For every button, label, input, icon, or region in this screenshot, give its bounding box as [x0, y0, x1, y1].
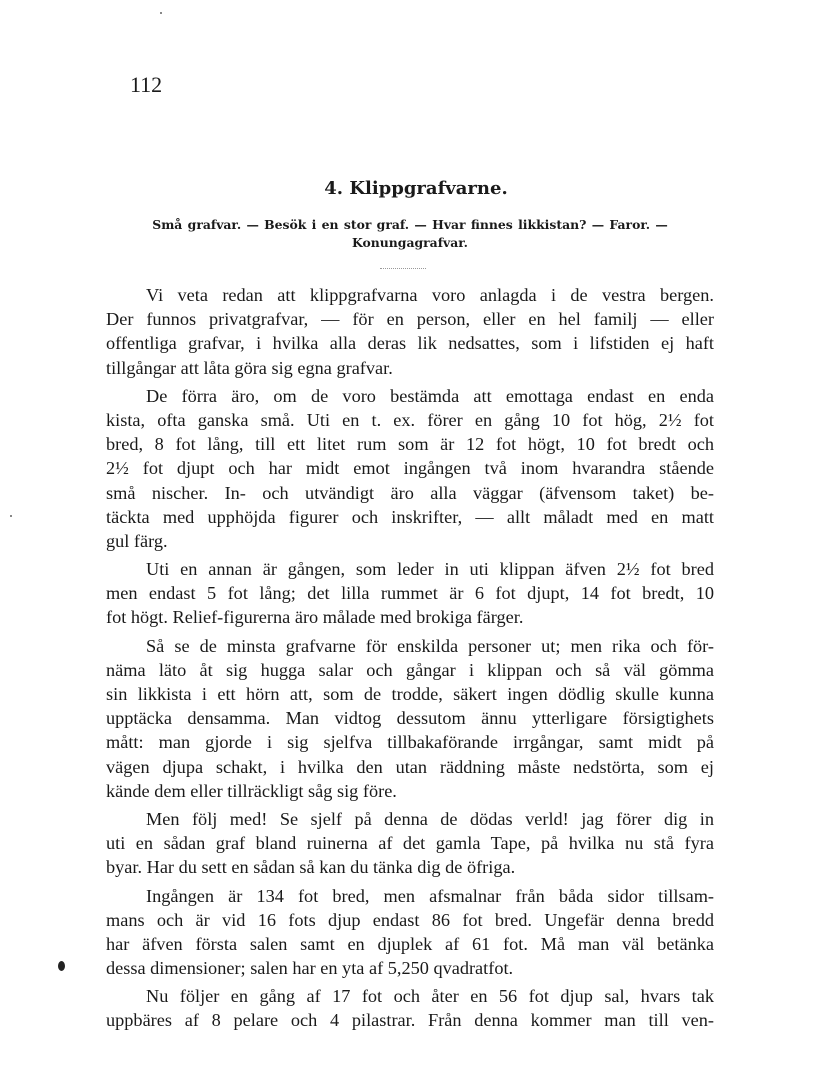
text-line: fot högt. Relief-figurerna äro målade med brokiga färger.: [106, 607, 524, 628]
text-line: mått: man gjorde i sig sjelfva tillbakaförande irrgångar, samt midt på: [106, 732, 714, 753]
text-line: täckta med upphöjda figurer och inskrifter, — allt måladt med en matt: [106, 506, 714, 527]
text-line: Så se de minsta grafvarne för enskilda personer ut; men rika och för-: [146, 635, 714, 656]
scan-speck: [10, 515, 12, 517]
text-line: tillgångar att låta göra sig egna grafvar.: [106, 357, 393, 378]
text-line: offentliga grafvar, i hvilka alla deras lik nedsattes, som i lifstiden ej haft: [106, 333, 714, 354]
margin-mark: [58, 961, 65, 971]
text-line: uppbäres af 8 pelare och 4 pilastrar. Från denna kommer man till ven-: [106, 1010, 714, 1031]
text-line: sin likkista i ett hörn att, som de trodde, säkert ingen dödlig skulle kunna: [106, 684, 714, 704]
chapter-summary: Små grafvar. — Besök i en stor graf. — Hvar finnes likkistan? — Faror. — Konungagrafvar.: [152, 217, 668, 250]
body-text: [106, 283, 714, 1033]
paragraph: [106, 557, 714, 630]
text-line: små nischer. In- och utvändigt äro alla väggar (äfvensom taket) be-: [106, 482, 714, 503]
text-line: kände dem eller tillräckligt såg sig före.: [106, 780, 397, 801]
section-rule: [380, 268, 426, 269]
text-line: upptäcka densamma. Man vidtog dessutom ännu ytterligare försigtighets: [106, 708, 714, 729]
paragraph: [106, 807, 714, 880]
text-line: mans och är vid 16 fots djup endast 86 fot bred. Ungefär denna bredd: [106, 909, 714, 930]
text-line: dessa dimensioner; salen har en yta af 5,250 qvadratfot.: [106, 958, 514, 979]
text-line: Vi veta redan att klippgrafvarna voro anlagda i de vestra bergen.: [146, 285, 714, 305]
text-line: 2½ fot djupt och har midt emot ingången två inom hvarandra stående: [106, 458, 714, 479]
paragraph: [106, 884, 714, 981]
text-line: Men följ med! Se sjelf på denna de dödas verld! jag förer dig in: [146, 808, 714, 829]
text-line: näma läto åt sig hugga salar och gångar i klippan och så väl gömma: [106, 659, 714, 680]
page-number: 112: [130, 72, 163, 97]
text-line: uti en sådan graf bland ruinerna af det gamla Tape, på hvilka nu stå fyra: [106, 833, 714, 854]
text-line: har äfven första salen samt en djuplek af 61 fot. Må man väl betänka: [106, 933, 714, 954]
paragraph: [106, 634, 714, 803]
text-line: vägen djupa schakt, i hvilka den utan räddning måste nedstörta, som ej: [106, 756, 714, 777]
text-line: Der funnos privatgrafvar, — för en person, eller en hel familj — eller: [106, 309, 714, 330]
paragraph: [106, 384, 714, 553]
paragraph: [106, 283, 714, 380]
text-line: bred, 8 fot lång, till ett litet rum som är 12 fot högt, 10 fot bredt och: [106, 434, 714, 455]
text-line: byar. Har du sett en sådan så kan du tänka dig de öfriga.: [106, 857, 516, 878]
paragraph: [106, 984, 714, 1032]
chapter-title: 4. Klippgrafvarne.: [324, 178, 508, 199]
text-line: gul färg.: [106, 530, 168, 551]
text-line: Ingången är 134 fot bred, men afsmalnar från båda sidor tillsam-: [146, 885, 714, 906]
text-line: Uti en annan är gången, som leder in uti klippan äfven 2½ fot bred: [146, 559, 714, 580]
text-line: De förra äro, om de voro bestämda att emottaga endast en enda: [146, 385, 714, 406]
scan-speck: [160, 12, 162, 14]
text-line: kista, ofta ganska små. Uti en t. ex. förer en gång 10 fot hög, 2½ fot: [106, 409, 714, 430]
text-line: men endast 5 fot lång; det lilla rummet är 6 fot djupt, 14 fot bredt, 10: [106, 583, 714, 604]
text-line: Nu följer en gång af 17 fot och åter en 56 fot djup sal, hvars tak: [146, 986, 714, 1007]
